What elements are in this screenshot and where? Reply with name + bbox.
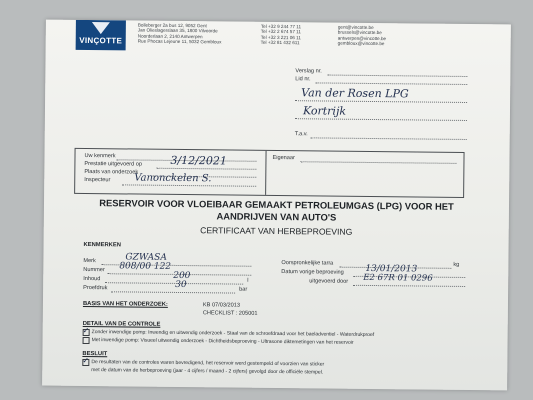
document-title-line2: AANDRIJVEN VAN AUTO'S [216,210,337,223]
datum-label: Datum vorige beproeving [281,269,344,276]
prestatie-label: Prestatie uitgevoerd op [84,160,142,168]
logo-triangle-icon [92,22,110,34]
header-emails [338,25,387,47]
inspecteur-value: Vanonckelen S. [134,172,212,185]
besluit-line-1: De resultaten van de controles waren bevredigend, het reservoir werd gestempeld of voorzien van sticker [91,359,325,368]
detail-checkbox-1 [82,325,90,336]
owner-line [295,100,467,103]
address-line: Bolleberger 2a bus 12, 9052 Gent [137,22,207,29]
lid-label: Lid nr. [295,76,311,83]
tav-label: T.a.v. [294,131,308,138]
email-line: gent@vincotte.be [337,24,374,31]
tarra-label: Oorspronkelijke tarra [281,260,334,267]
address-line: Noorderlaan 2, 2140 Antwerpen [137,33,203,40]
besluit-heading: BESLUIT [82,350,108,358]
city-line [295,118,467,121]
email-line: antwerpen@vincotte.be [337,35,387,41]
phone-line: Tel +32 3 221 06 11 [260,34,301,41]
uitgevoerd-line [353,285,465,287]
detail-line-2: Met inwendige pomp: Visueel uitwendig onderzoek - Dichtheidsbeproeving - Ultrasone diktemetingen van het reservoir [91,337,354,346]
proefdruk-line [111,291,235,293]
logo-text: VINÇOTTE [79,35,123,46]
verslag-label: Verslag nr. [295,68,322,75]
document-title-line1: RESERVOIR VOOR VLOEIBAAR GEMAAKT PETROLEUMGAS (LPG) VOOR HET [99,197,454,212]
besluit-checkbox [82,355,90,366]
detail-checkbox-2 [83,337,90,344]
inspecteur-label: Inspecteur [84,176,111,184]
nummer-label: Nummer [83,266,105,274]
basis-kb: KB 07/03/2013 [202,302,240,309]
info-box-divider [265,151,266,195]
inhoud-unit: l [247,277,249,284]
document-subtitle: CERTIFICAAT VAN HERBEPROEVING [200,225,353,237]
address-line: Rue Phocas Lejeune 11, 5032 Gembloux [137,38,222,45]
uitgevoerd-value: E2 67R 01 0296 [363,272,433,284]
tav-line [311,137,467,140]
datum-value: 13/01/2013 [365,263,418,275]
address-line: Jan Olieslagerslaan 35, 1800 Vilvoorde [137,27,218,34]
phone-line: Tel +32 2 674 57 11 [260,29,301,35]
uitgevoerd-label: uitgevoerd door [309,278,349,285]
tarra-unit: kg [453,261,460,268]
plaats-label: Plaats van onderzoek [84,168,139,176]
basis-checklist: CHECKLIST : 205001 [202,310,258,317]
besluit-line-2: met de datum van de herbeproeving (jaar - 4 cijfers / maand - 2 cijfers) gevolgd door de officiële stempel. [91,367,324,376]
nummer-value: 808/00 122 [119,261,172,272]
detail-line-1: Zonder inwendige pomp: Inwendig en uitwendig onderzoek - Staal van de schroefdraad voor het baeladventiel - Waterdrukproef [91,329,375,339]
certificate-paper [42,20,511,391]
phone-line: Tel +32 81 432 611 [260,40,300,46]
kenmerk-label: Uw kenmerk [84,152,116,160]
city-handwritten: Kortrijk [302,104,347,118]
owner-handwritten: Van der Rosen LPG [301,86,409,101]
check-mark-icon: ✓ [82,325,90,336]
prestatie-value: 3/12/2021 [170,153,227,168]
check-mark-icon: ✓ [82,355,90,366]
header-phones [261,24,301,46]
inhoud-value: 200 [173,270,191,282]
lid-line [315,82,467,85]
proefdruk-unit: bar [239,286,248,293]
proefdruk-label: Proefdruk [83,284,108,292]
inhoud-label: Inhoud [83,275,101,283]
eigenaar-label: Eigenaar [272,154,295,162]
merk-value: GZWASA [125,252,167,263]
verslag-line [327,75,467,77]
proefdruk-value: 30 [175,279,187,291]
email-line: gembloux@vincotte.be [337,40,385,47]
vincotte-logo [76,20,126,51]
email-line: brussels@vincotte.be [337,30,382,36]
header-addresses [138,23,222,46]
phone-line: Tel +32 9 244 77 11 [260,23,302,30]
kenmerken-heading: KENMERKEN [83,241,121,249]
merk-label: Merk [83,257,96,265]
detail-heading: DETAIL VAN DE CONTROLE [82,320,161,328]
basis-heading: BASIS VAN HET ONDERZOEK: [82,300,168,308]
